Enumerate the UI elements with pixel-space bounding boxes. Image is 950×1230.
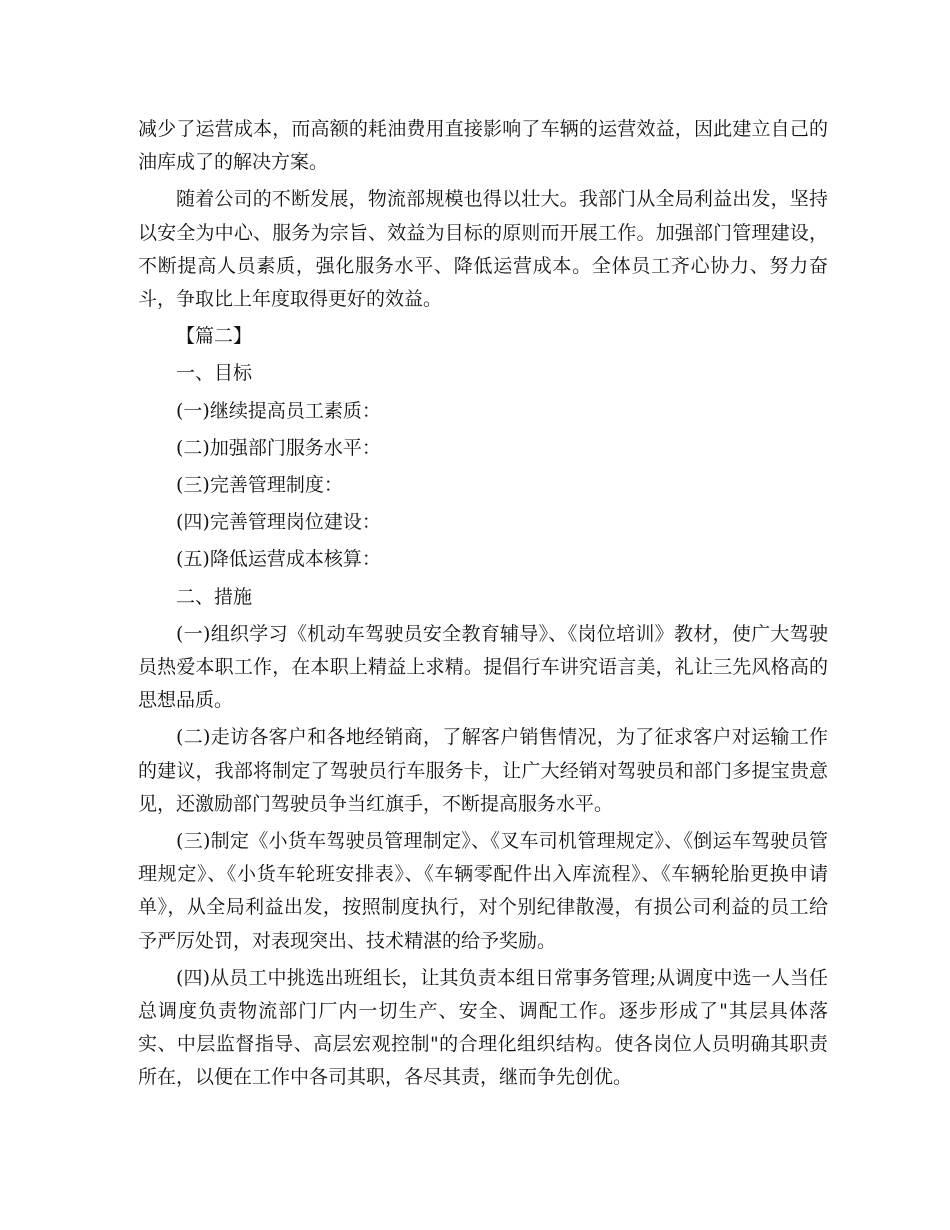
paragraph-department-development: 随着公司的不断发展，物流部规模也得以壮大。我部门从全局利益出发，坚持以安全为中心、服务为宗旨、效益为目标的原则而开展工作。加强部门管理建设，不断提高人员素质，强化服务水平、降低运营成本。全体员工齐心协力、努力奋斗，争取比上年度取得更好的效益。 bbox=[138, 188, 828, 311]
goal-item-3: (三)完善管理制度： bbox=[176, 474, 343, 497]
document-body bbox=[138, 113, 828, 1099]
goal-item-1: (一)继续提高员工素质： bbox=[176, 399, 381, 422]
heading-goals: 一、目标 bbox=[176, 362, 253, 385]
section-heading-part-two: 【篇二】 bbox=[176, 325, 253, 348]
goal-item-5: (五)降低运营成本核算： bbox=[176, 548, 381, 571]
goal-item-4: (四)完善管理岗位建设： bbox=[176, 511, 381, 534]
measure-item-3: (三)制定《小货车驾驶员管理制定》、《叉车司机管理规定》、《倒运车驾驶员管理规定》、《小货车轮班安排表》、《车辆零配件出入库流程》、《车辆轮胎更换申请单》，从全局利益出发，按照制度执行，对个别纪律散漫，有损公司利益的员工给予严厉处罚，对表现突出、技术精湛的给予奖励。 bbox=[138, 830, 828, 952]
goal-item-2: (二)加强部门服务水平： bbox=[176, 436, 381, 459]
paragraph-continuation: 减少了运营成本，而高额的耗油费用直接影响了车辆的运营效益，因此建立自己的油库成了的解决方案。 bbox=[138, 118, 828, 174]
heading-measures: 二、措施 bbox=[176, 585, 253, 608]
measure-item-2: (二)走访各客户和各地经销商，了解客户销售情况，为了征求客户对运输工作的建议，我部将制定了驾驶员行车服务卡，让广大经销对驾驶员和部门多提宝贵意见，还激励部门驾驶员争当红旗手，不断提高服务水平。 bbox=[138, 726, 828, 815]
measure-item-4: (四)从员工中挑选出班组长，让其负责本组日常事务管理;从调度中选一人当任总调度负责物流部门厂内一切生产、安全、调配工作。逐步形成了"其层具体落实、中层监督指导、高层宏观控制"的合理化组织结构。使各岗位人员明确其职责所在，以便在工作中各司其职，各尽其责，继而争先创优。 bbox=[138, 966, 828, 1089]
measure-item-1: (一)组织学习《机动车驾驶员安全教育辅导》、《岗位培训》教材，使广大驾驶员热爱本职工作，在本职上精益上求精。提倡行车讲究语言美，礼让三先风格高的思想品质。 bbox=[138, 622, 828, 712]
